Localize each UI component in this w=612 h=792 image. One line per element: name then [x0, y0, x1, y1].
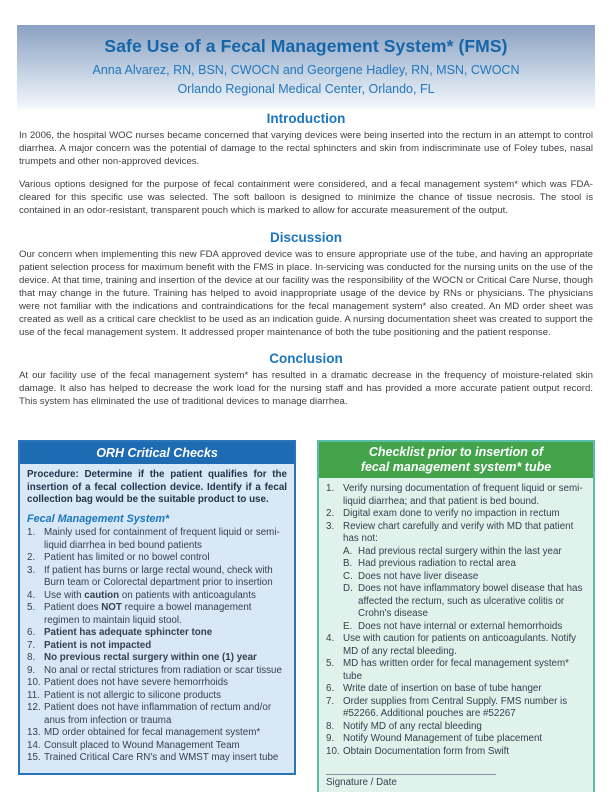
item-text-segment: Notify MD of any rectal bleeding: [343, 720, 482, 732]
item-text: [343, 508, 586, 521]
item-text-segment: Patient has adequate sphincter tone: [44, 627, 213, 638]
insertion-checklist: [326, 483, 586, 758]
list-item: [27, 752, 287, 765]
sub-item-text: Had previous radiation to rectal area: [358, 558, 516, 569]
sub-item: [343, 583, 586, 621]
checklist-panel-title: [319, 442, 593, 478]
list-item: [326, 746, 586, 759]
item-text: [44, 727, 287, 740]
item-text: [44, 677, 287, 690]
item-text-segment: No previous rectal surgery within one (1) year: [44, 652, 257, 663]
list-item: [27, 565, 287, 590]
list-item: [27, 740, 287, 753]
item-text: [44, 627, 287, 640]
section-heading-conclusion: Conclusion: [269, 351, 343, 367]
item-number: 9.: [27, 664, 36, 676]
item-number: 12.: [27, 702, 41, 713]
sub-item-letter: A.: [343, 545, 353, 557]
item-text: [44, 652, 287, 665]
item-text-segment: Patient does: [44, 602, 102, 613]
item-text: [44, 665, 287, 678]
item-text: [44, 740, 287, 753]
list-item: [27, 602, 287, 627]
item-text-segment: Patient does not have severe hemorrhoids: [44, 677, 229, 688]
item-text-segment: caution: [84, 589, 120, 601]
list-item: [27, 690, 287, 703]
orh-panel-body: [20, 464, 294, 773]
sub-item-letter: E.: [343, 620, 353, 632]
orh-panel-title: ORH Critical Checks: [20, 442, 294, 464]
item-text-segment: Patient is not impacted: [44, 639, 152, 651]
bottom-panels: [18, 440, 595, 792]
item-number: 8.: [326, 720, 335, 732]
item-number: 4.: [27, 589, 36, 601]
list-item: [326, 521, 586, 634]
list-item: [27, 677, 287, 690]
list-item: [326, 733, 586, 746]
item-number: 2.: [326, 508, 335, 519]
item-text: [343, 733, 586, 746]
item-number: 7.: [326, 695, 335, 707]
item-number: 1.: [27, 527, 36, 538]
item-number: 7.: [27, 639, 36, 651]
item-text-segment: Obtain Documentation form from Swift: [343, 745, 510, 757]
list-item: [27, 527, 287, 552]
item-number: 10.: [27, 677, 41, 688]
introduction-paragraph-1: In 2006, the hospital WOC nurses became concerned that varying devices were being inserted into the rectum in an attempt to control diarrhea. A major concern was the potential of damage to the rectal sphincters and skin from indiscriminate use of Foley tubes, nasal trumpets and other non-approved devices.: [19, 130, 593, 168]
item-text-segment: MD has written order for fecal management system* tube: [343, 658, 569, 682]
item-text-segment: Digital exam done to verify no impaction in rectum: [343, 508, 560, 519]
list-item: [27, 702, 287, 727]
item-number: 1.: [326, 483, 335, 494]
insertion-checklist-panel: [317, 440, 595, 792]
item-number: 15.: [27, 752, 41, 763]
item-text-segment: Mainly used for containment of frequent liquid or semi-liquid diarrhea in bed bound patients: [44, 527, 280, 551]
introduction-paragraph-2: Various options designed for the purpose of fecal containment were considered, and a fecal management system* which was FDA-cleared for this specific use was selected. The soft balloon is designed to minimize the chance of tissue necrosis. The stool is contained in an odor-resistant, transparent pouch which is marked to allow for accurate measurement of the output.: [19, 179, 593, 217]
sub-list: [343, 546, 586, 634]
item-text: [343, 746, 586, 759]
item-number: 6.: [27, 627, 36, 638]
main-sections: [19, 111, 593, 419]
sub-item-letter: D.: [343, 583, 353, 594]
item-text: [44, 690, 287, 703]
item-number: 9.: [326, 733, 335, 744]
list-item: [27, 665, 287, 678]
item-text: [44, 565, 287, 590]
item-text: [343, 696, 586, 721]
item-text-segment: Patient has limited or no bowel control: [44, 552, 210, 563]
list-item: [27, 627, 287, 640]
item-number: 5.: [326, 658, 335, 669]
sub-item: [343, 571, 586, 584]
item-number: 4.: [326, 633, 335, 644]
conclusion-paragraph: At our facility use of the fecal management system* has resulted in a dramatic decrease in the frequency of moisture-related skin damage. It also has helped to decrease the work load for the nursing staff and has provided a more accurate patient output record. This system has eliminated the use of traditional devices to manage diarrhea.: [19, 370, 593, 408]
item-text: [343, 721, 586, 734]
orh-critical-checks-panel: [18, 440, 296, 775]
institution-line: Orlando Regional Medical Center, Orlando, FL: [177, 82, 435, 96]
signature-line: [326, 774, 496, 775]
item-text: [343, 683, 586, 696]
item-text: [44, 702, 287, 727]
checklist-title-line-2: fecal management system* tube: [360, 459, 552, 474]
item-text: [44, 752, 287, 765]
item-number: 5.: [27, 602, 36, 613]
item-text: [44, 527, 287, 552]
discussion-paragraph: Our concern when implementing this new FDA approved device was to ensure appropriate use of the tube, and having an appropriate patient selection process for maximum benefit with the FMS in place. In-servicing was conducted for the nursing units on the use of the device. At that time, training and insertion of the device at our facility was the responsibility of the WOCN or Critical Care Nurse, though that may change in the future. Training has helped to avoid inappropriate usage of the device by RNs or physicians. The physicians were not familiar with the indications and contraindications for the fecal management system* also created. An MD order sheet was created as well as a critical care checklist to be used as an indication guide. A nursing documentation sheet was created to support the use of the fecal management system. It addressed proper maintenance of both the tube positioning and the patient response.: [19, 248, 593, 339]
item-text-segment: Use with caution for patients on anticoagulants. Notify MD of any rectal bleeding.: [343, 633, 577, 657]
item-text: [44, 590, 287, 603]
list-item: [326, 483, 586, 508]
list-item: [326, 683, 586, 696]
sub-item-text: Had previous rectal surgery within the last year: [358, 545, 562, 557]
item-number: 10.: [326, 745, 340, 757]
item-text-segment: Consult placed to Wound Management Team: [44, 739, 240, 751]
sub-item: [343, 621, 586, 634]
list-item: [27, 727, 287, 740]
signature-label: Signature / Date: [326, 777, 397, 788]
item-text: [44, 552, 287, 565]
sub-item-letter: B.: [343, 558, 353, 569]
item-text-segment: Write date of insertion on base of tube hanger: [343, 683, 542, 694]
list-item: [326, 721, 586, 734]
item-number: 3.: [27, 564, 36, 576]
list-item: [326, 658, 586, 683]
sub-item-letter: C.: [343, 570, 353, 582]
item-number: 6.: [326, 683, 335, 694]
list-item: [27, 652, 287, 665]
sub-item-text: Does not have liver disease: [358, 570, 479, 582]
item-number: 3.: [326, 520, 335, 532]
item-text-segment: Patient does not have inflammation of rectum and/or anus from infection or trauma: [44, 702, 272, 726]
list-item: [326, 633, 586, 658]
item-number: 2.: [27, 552, 36, 563]
sub-item-text: Does not have inflammatory bowel disease that has affected the rectum, such as ulcerative colitis or Crohn's disease: [358, 583, 583, 619]
item-text-segment: No anal or rectal strictures from radiation or scar tissue: [44, 664, 282, 676]
list-item: [27, 640, 287, 653]
section-heading-introduction: Introduction: [266, 111, 346, 126]
item-text: [44, 602, 287, 627]
list-item: [27, 590, 287, 603]
list-item: [326, 508, 586, 521]
item-text-segment: NOT: [101, 602, 122, 613]
item-text-segment: Verify nursing documentation of frequent liquid or semi-liquid diarrhea; and that patient is bed bound.: [343, 483, 583, 507]
orh-checklist: [27, 527, 287, 765]
section-heading-discussion: Discussion: [269, 229, 343, 245]
signature-block: [326, 774, 586, 790]
sub-item: [343, 546, 586, 559]
checklist-panel-body: [319, 478, 593, 792]
authors-line: Anna Alvarez, RN, BSN, CWOCN and Georgene Hadley, RN, MSN, CWOCN: [92, 63, 520, 77]
item-text-segment: on patients with anticoagulants: [119, 589, 256, 601]
item-text: [343, 658, 586, 683]
item-text-segment: Notify Wound Management of tube placement: [343, 733, 543, 744]
item-number: 8.: [27, 652, 36, 663]
item-text: [343, 521, 586, 634]
sub-item-text: Does not have internal or external hemorrhoids: [358, 620, 563, 632]
fms-subheading: Fecal Management System*: [27, 512, 170, 525]
checklist-title-line-1: Checklist prior to insertion of: [368, 445, 544, 459]
item-text-segment: require a bowel management regimen to maintain liquid stool.: [44, 602, 252, 626]
list-item: [326, 696, 586, 721]
item-text-segment: Review chart carefully and verify with MD that patient has not:: [343, 520, 574, 544]
header-band: [17, 25, 595, 111]
item-text-segment: If patient has burns or large rectal wound, check with Burn team or Colorectal department prior to insertion: [44, 564, 273, 588]
item-text-segment: Use with: [44, 589, 85, 601]
sub-item: [343, 558, 586, 571]
item-number: 11.: [27, 689, 40, 701]
item-text: [343, 633, 586, 658]
page-title: Safe Use of a Fecal Management System* (FMS): [104, 36, 508, 56]
procedure-text: Procedure: Determine if the patient qualifies for the insertion of a fecal collection device. Identify if a fecal collection bag would be the suitable product to use.: [27, 469, 287, 505]
item-text-segment: Trained Critical Care RN's and WMST may insert tube: [44, 752, 279, 763]
item-text-segment: Order supplies from Central Supply. FMS number is #52266. Additional pouches are #52267: [343, 695, 568, 719]
item-text-segment: Patient is not allergic to silicone products: [44, 689, 221, 701]
item-text-segment: MD order obtained for fecal management system*: [44, 727, 261, 738]
item-number: 14.: [27, 739, 41, 751]
item-text: [343, 483, 586, 508]
item-number: 13.: [27, 727, 41, 738]
item-text: [44, 640, 287, 653]
list-item: [27, 552, 287, 565]
